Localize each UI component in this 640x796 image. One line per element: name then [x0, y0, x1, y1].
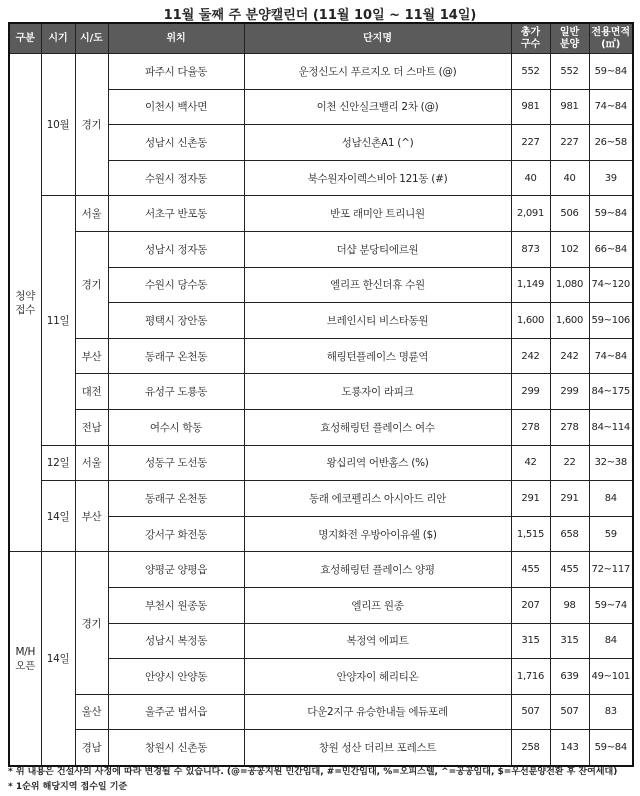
total-units-cell: 278	[511, 409, 550, 445]
complex-name-cell: 성남신촌A1 (^)	[244, 125, 511, 161]
total-units-cell: 207	[511, 587, 550, 623]
group-label: 오픈	[15, 659, 36, 672]
region-cell: 울산	[75, 694, 108, 730]
total-units-cell: 258	[511, 730, 550, 766]
area-cell: 49~101	[589, 659, 633, 695]
total-units-cell: 227	[511, 125, 550, 161]
total-units-cell: 455	[511, 552, 550, 588]
table-row	[9, 338, 633, 374]
table-row	[9, 409, 633, 445]
group-label: M/H	[15, 645, 36, 658]
complex-name-cell: 엘리프 원종	[244, 587, 511, 623]
area-cell: 59~74	[589, 587, 633, 623]
location-cell: 안양시 안양동	[108, 659, 244, 695]
header-total-units	[511, 23, 550, 54]
general-sale-cell: 40	[550, 160, 589, 196]
complex-name-cell: 동래 에코펠리스 아시아드 리안	[244, 481, 511, 517]
header-area	[589, 23, 633, 54]
complex-name-cell: 엘리프 한신더휴 수원	[244, 267, 511, 303]
region-cell: 서울	[75, 196, 108, 232]
header-area-line2: (㎡)	[601, 38, 621, 50]
general-sale-cell: 315	[550, 623, 589, 659]
total-units-cell: 1,515	[511, 516, 550, 552]
complex-name-cell: 반포 래미안 트리니원	[244, 196, 511, 232]
general-sale-cell: 639	[550, 659, 589, 695]
area-cell: 26~58	[589, 125, 633, 161]
general-sale-cell: 455	[550, 552, 589, 588]
area-cell: 39	[589, 160, 633, 196]
complex-name-cell: 명지화전 우방아이유쉘 ($)	[244, 516, 511, 552]
table-row	[9, 481, 633, 517]
table-row	[9, 196, 633, 232]
group-cell	[9, 552, 41, 766]
table-row	[9, 374, 633, 410]
page-title: 11월 둘째 주 분양캘린더 (11월 10일 ~ 11월 14일)	[163, 8, 477, 23]
complex-name-cell: 복정역 에피트	[244, 623, 511, 659]
location-cell: 유성구 도룡동	[108, 374, 244, 410]
table-header-row	[9, 23, 633, 54]
total-units-cell: 1,716	[511, 659, 550, 695]
general-sale-cell: 22	[550, 445, 589, 481]
total-units-cell: 873	[511, 231, 550, 267]
general-sale-cell: 227	[550, 125, 589, 161]
complex-name-cell: 해링턴플레이스 명륜역	[244, 338, 511, 374]
location-cell: 성동구 도선동	[108, 445, 244, 481]
general-sale-cell: 299	[550, 374, 589, 410]
group-cell	[9, 54, 41, 552]
period-cell: 14일	[41, 552, 75, 766]
area-cell: 59~106	[589, 303, 633, 339]
period-cell: 10월	[41, 54, 75, 196]
complex-name-cell: 효성해링턴 플레이스 양평	[244, 552, 511, 588]
general-sale-cell: 278	[550, 409, 589, 445]
general-sale-cell: 507	[550, 694, 589, 730]
area-cell: 84	[589, 623, 633, 659]
footnote: * 1순위 해당지역 접수일 기준	[8, 782, 128, 792]
header-period: 시기	[41, 23, 75, 54]
area-cell: 84	[589, 481, 633, 517]
total-units-cell: 2,091	[511, 196, 550, 232]
location-cell: 양평군 양평읍	[108, 552, 244, 588]
location-cell: 서초구 반포동	[108, 196, 244, 232]
complex-name-cell: 더샵 분당티에르원	[244, 231, 511, 267]
area-cell: 74~84	[589, 338, 633, 374]
area-cell: 74~120	[589, 267, 633, 303]
total-units-cell: 981	[511, 89, 550, 125]
complex-name-cell: 효성해링턴 플레이스 여수	[244, 409, 511, 445]
region-cell: 대전	[75, 374, 108, 410]
area-cell: 32~38	[589, 445, 633, 481]
header-total-line1: 총가	[520, 26, 541, 38]
area-cell: 74~84	[589, 89, 633, 125]
total-units-cell: 42	[511, 445, 550, 481]
area-cell: 59~84	[589, 54, 633, 90]
location-cell: 평택시 장안동	[108, 303, 244, 339]
area-cell: 66~84	[589, 231, 633, 267]
total-units-cell: 1,149	[511, 267, 550, 303]
total-units-cell: 242	[511, 338, 550, 374]
location-cell: 성남시 신촌동	[108, 125, 244, 161]
area-cell: 59	[589, 516, 633, 552]
total-units-cell: 507	[511, 694, 550, 730]
general-sale-cell: 242	[550, 338, 589, 374]
general-sale-cell: 102	[550, 231, 589, 267]
general-sale-cell: 552	[550, 54, 589, 90]
header-complex: 단지명	[244, 23, 511, 54]
location-cell: 동래구 온천동	[108, 338, 244, 374]
complex-name-cell: 안양자이 헤리티온	[244, 659, 511, 695]
location-cell: 수원시 정자동	[108, 160, 244, 196]
header-general-line1: 일반	[559, 26, 580, 38]
total-units-cell: 40	[511, 160, 550, 196]
region-cell: 서울	[75, 445, 108, 481]
header-group: 구분	[9, 23, 41, 54]
location-cell: 강서구 화전동	[108, 516, 244, 552]
area-cell: 72~117	[589, 552, 633, 588]
table-row	[9, 54, 633, 90]
complex-name-cell: 운정신도시 푸르지오 더 스마트 (@)	[244, 54, 511, 90]
footnote: * 위 내용은 건설사의 사정에 따라 변경될 수 있습니다. (@=공공지원 민간임대, #=민간임대, %=오피스텔, ^=공공임대, $=우선분양전환 후 잔여세대)	[8, 767, 618, 777]
group-label: 청약	[15, 289, 36, 302]
complex-name-cell: 북수원자이렉스비아 121동 (#)	[244, 160, 511, 196]
general-sale-cell: 1,080	[550, 267, 589, 303]
location-cell: 성남시 정자동	[108, 231, 244, 267]
period-cell: 11일	[41, 196, 75, 445]
location-cell: 부천시 원종동	[108, 587, 244, 623]
location-cell: 창원시 신촌동	[108, 730, 244, 766]
location-cell: 이천시 백사면	[108, 89, 244, 125]
region-cell: 경기	[75, 54, 108, 196]
total-units-cell: 552	[511, 54, 550, 90]
location-cell: 수원시 당수동	[108, 267, 244, 303]
header-general-line2: 분양	[559, 38, 580, 50]
table-row	[9, 445, 633, 481]
general-sale-cell: 143	[550, 730, 589, 766]
total-units-cell: 1,600	[511, 303, 550, 339]
area-cell: 83	[589, 694, 633, 730]
header-general-sale	[550, 23, 589, 54]
location-cell: 동래구 온천동	[108, 481, 244, 517]
sales-calendar-table	[8, 22, 634, 767]
general-sale-cell: 981	[550, 89, 589, 125]
header-location: 위치	[108, 23, 244, 54]
group-label: 접수	[15, 303, 36, 316]
total-units-cell: 299	[511, 374, 550, 410]
region-cell: 부산	[75, 338, 108, 374]
region-cell: 경남	[75, 730, 108, 766]
region-cell: 경기	[75, 231, 108, 338]
table-row	[9, 730, 633, 766]
total-units-cell: 291	[511, 481, 550, 517]
general-sale-cell: 658	[550, 516, 589, 552]
general-sale-cell: 98	[550, 587, 589, 623]
period-cell: 12일	[41, 445, 75, 481]
region-cell: 경기	[75, 552, 108, 694]
complex-name-cell: 브레인시티 비스타동원	[244, 303, 511, 339]
area-cell: 84~175	[589, 374, 633, 410]
general-sale-cell: 291	[550, 481, 589, 517]
period-cell: 14일	[41, 481, 75, 552]
header-total-line2: 구수	[520, 38, 541, 50]
complex-name-cell: 도룡자이 라피크	[244, 374, 511, 410]
area-cell: 59~84	[589, 196, 633, 232]
header-area-line1: 전용면적	[591, 26, 631, 38]
total-units-cell: 315	[511, 623, 550, 659]
complex-name-cell: 왕십리역 어반홈스 (%)	[244, 445, 511, 481]
location-cell: 울주군 범서읍	[108, 694, 244, 730]
location-cell: 여수시 학동	[108, 409, 244, 445]
header-region: 시/도	[75, 23, 108, 54]
area-cell: 59~84	[589, 730, 633, 766]
general-sale-cell: 506	[550, 196, 589, 232]
general-sale-cell: 1,600	[550, 303, 589, 339]
table-row	[9, 694, 633, 730]
table-row	[9, 552, 633, 588]
region-cell: 전남	[75, 409, 108, 445]
region-cell: 부산	[75, 481, 108, 552]
complex-name-cell: 창원 성산 더리브 포레스트	[244, 730, 511, 766]
location-cell: 파주시 다율동	[108, 54, 244, 90]
footnotes	[8, 766, 617, 796]
area-cell: 84~114	[589, 409, 633, 445]
complex-name-cell: 다운2지구 유승한내들 에듀포레	[244, 694, 511, 730]
complex-name-cell: 이천 신안실크밸리 2차 (@)	[244, 89, 511, 125]
location-cell: 성남시 복정동	[108, 623, 244, 659]
table-row	[9, 231, 633, 267]
